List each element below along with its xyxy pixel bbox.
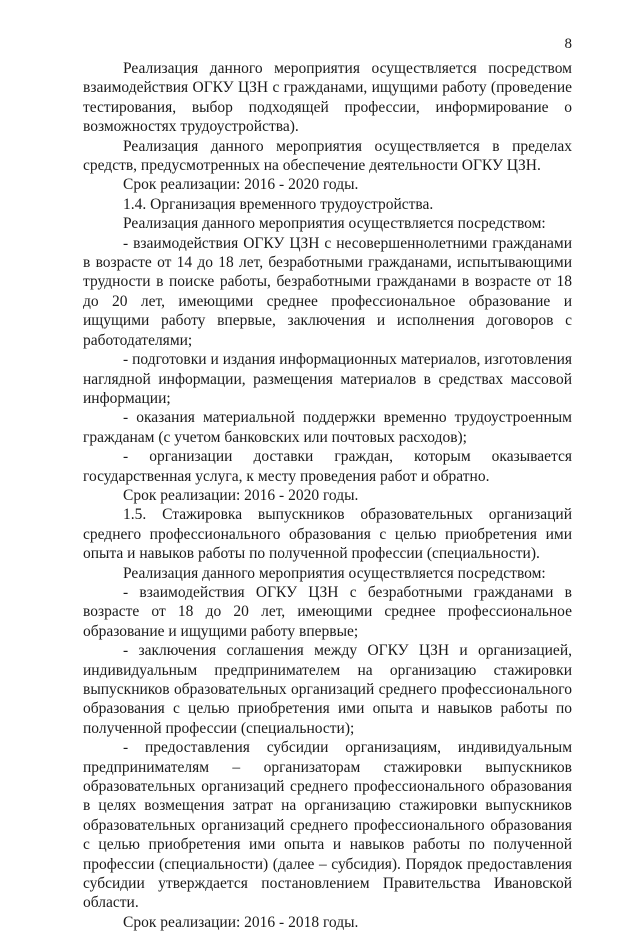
paragraph: Срок реализации: 2016 - 2018 годы. bbox=[123, 913, 359, 931]
document-body bbox=[83, 59, 572, 932]
list-item: - предоставления субсидии организациям, индивидуальным предпринимателям – организаторам стажировки выпускников образовательных организаций среднего профессионального образования в целях возмещения затрат на организацию стажировки выпускников образовательных организаций среднего профессионального образования с целью приобретения ими опыта и навыков работы по полученной профессии (специальности) (далее – субсидия). Порядок предоставления субсидии утверждается постановлением Правительства Ивановской области. bbox=[83, 739, 572, 912]
paragraph: Реализация данного мероприятия осуществляется посредством: bbox=[123, 564, 546, 582]
list-item: - заключения соглашения между ОГКУ ЦЗН и организацией, индивидуальным предпринимателем на организацию стажировки выпускников образовательных организаций среднего профессионального образования с целью приобретения ими опыта и навыков работы по полученной профессии (специальности); bbox=[83, 642, 572, 737]
paragraph: Срок реализации: 2016 - 2020 годы. bbox=[123, 176, 359, 194]
paragraph: Реализация данного мероприятия осуществляется посредством взаимодействия ОГКУ ЦЗН с гражданами, ищущими работу (проведение тестирования, выбор подходящей профессии, информирование о возможностях трудоустройства). bbox=[83, 60, 572, 136]
section-heading: 1.4. Организация временного трудоустройства. bbox=[123, 195, 434, 213]
paragraph: Реализация данного мероприятия осуществляется посредством: bbox=[123, 215, 546, 233]
list-item: - взаимодействия ОГКУ ЦЗН с безработными гражданами в возрасте от 18 до 20 лет, имеющими среднее профессиональное образование и ищущими работу впервые; bbox=[83, 583, 572, 640]
list-item: - взаимодействия ОГКУ ЦЗН с несовершеннолетними гражданами в возрасте от 14 до 18 лет, безработными гражданами, испытывающими трудности в поиске работы, безработными гражданами в возрасте от 18 до 20 лет, имеющими среднее профессиональное образование и ищущими работу впервые, заключения и исполнения договоров с работодателями; bbox=[83, 234, 572, 349]
paragraph: Срок реализации: 2016 - 2020 годы. bbox=[123, 486, 359, 504]
list-item: - подготовки и издания информационных материалов, изготовления наглядной информации, размещения материалов в средствах массовой информации; bbox=[83, 351, 572, 407]
section-heading: 1.5. Стажировка выпускников образовательных организаций среднего профессионального образования с целью приобретения ими опыта и навыков работы по полученной профессии (специальности). bbox=[83, 506, 572, 563]
page-number: 8 bbox=[564, 36, 572, 52]
paragraph: Реализация данного мероприятия осуществляется в пределах средств, предусмотренных на обеспечение деятельности ОГКУ ЦЗН. bbox=[83, 137, 572, 175]
list-item: - оказания материальной поддержки временно трудоустроенным гражданам (с учетом банковских или почтовых расходов); bbox=[83, 409, 572, 446]
list-item: - организации доставки граждан, которым оказывается государственная услуга, к месту проведения работ и обратно. bbox=[83, 448, 572, 485]
